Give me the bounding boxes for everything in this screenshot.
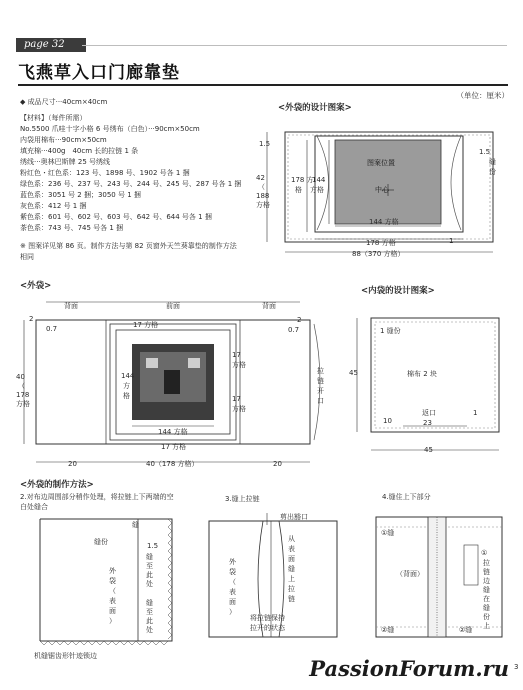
dim-label: 144 方格: [158, 428, 188, 436]
center-label: 中心: [375, 186, 389, 194]
finished-size: ◆ 成品尺寸···40cm×40cm: [20, 98, 108, 106]
dim-label: 23: [423, 419, 432, 427]
dim-label: 144: [312, 176, 326, 184]
panel-label: 前面: [166, 302, 180, 310]
seam-label: ②缝: [381, 626, 395, 634]
step-2-title: 2.对布边周围部分稍作处理，将拉链上下两端的空: [20, 493, 174, 501]
dim-label: 格: [295, 186, 302, 194]
seam-label: 缝: [489, 158, 496, 166]
zip-note: 链: [483, 568, 490, 576]
dim-label: 45: [424, 446, 433, 454]
header-divider: [82, 45, 507, 46]
zip-note: 份: [483, 613, 490, 621]
dim-label: （: [18, 382, 25, 390]
zipper-opening-label: 拉: [317, 367, 324, 375]
dim-label: 1.5: [479, 148, 491, 156]
dim-label: 2: [297, 316, 302, 324]
sew-zip-label: 从: [288, 535, 295, 543]
dim-label: 17: [232, 395, 241, 403]
dim-label: 方格: [256, 201, 270, 209]
dim-label: 1: [449, 237, 454, 245]
cut-opening-label: 剪出豁口: [280, 513, 308, 521]
outer-bag-label: 袋: [229, 568, 236, 576]
zipper-opening-label: 口: [317, 397, 324, 405]
material-line: 粉红色・红色系：123 号、1898 号、1902 号各 1 捆: [20, 169, 190, 177]
outer-bag-label: 表: [229, 588, 236, 596]
inner-design-heading: <内袋的设计图案>: [361, 286, 435, 296]
outer-bag-label: 面: [229, 598, 236, 606]
sew-zip-label: 拉: [288, 585, 295, 593]
zipper-opening-label: 链: [317, 377, 324, 385]
outer-bag-heading: <外袋>: [20, 281, 52, 291]
dim-label: 格: [123, 392, 130, 400]
seam-label: ①缝: [381, 529, 395, 537]
embroidery-door: [164, 370, 180, 394]
zip-note: 拉: [483, 559, 490, 567]
sew-to-label: 此: [146, 571, 153, 579]
material-line: 内袋用棉布···90cm×50cm: [20, 136, 107, 144]
outer-bag-label: 外: [109, 567, 116, 575]
sew-to-label: 此: [146, 617, 153, 625]
dim-label: 45: [349, 369, 358, 377]
page-title: 飞燕草入口门廊靠垫: [18, 63, 180, 83]
outer-bag-label: （: [229, 578, 236, 586]
pattern-position-label: 图案位置: [367, 159, 395, 167]
zip-note: 边: [483, 577, 490, 585]
sew-zip-label: 缝: [288, 565, 295, 573]
dim-label: 40（178 方格）: [146, 460, 199, 468]
outer-bag-label: 外: [229, 558, 236, 566]
materials-heading: 【材料】（每件所需）: [20, 114, 87, 122]
sew-to-label: 处: [146, 580, 153, 588]
zip-note: ①: [481, 549, 488, 557]
note-line: 相同: [20, 253, 34, 261]
sew-to-label: 缝: [146, 599, 153, 607]
dim-label: 2: [29, 315, 34, 323]
note-line: ※ 图案详见第 86 页。制作方法与第 82 页窗外天竺葵靠垫的制作方法: [20, 242, 237, 250]
seam-label: 缝份: [94, 538, 108, 546]
embroidery-window: [146, 358, 158, 368]
dim-label: 144: [121, 372, 135, 380]
material-line: 紫色系：601 号、602 号、603 号、642 号、644 号各 1 捆: [20, 213, 212, 221]
sew-zip-label: 表: [288, 545, 295, 553]
unit-note: （单位：厘米）: [456, 91, 509, 100]
outer-bag-label: （: [109, 587, 116, 595]
sew-zip-label: 链: [288, 595, 295, 603]
step-4-title: 4.缝住上下部分: [382, 493, 431, 501]
opening-label: 返口: [422, 409, 436, 417]
back-label: （背面）: [396, 570, 424, 578]
outer-bag-label: ）: [109, 617, 116, 625]
zigzag-stitch: [168, 519, 172, 639]
step-3-caption: 将拉链保持: [250, 614, 285, 622]
dim-label: 0.7: [288, 326, 300, 334]
outer-bag-label: 表: [109, 597, 116, 605]
panel-label: 背面: [64, 302, 78, 310]
step-2-title: 白处缝合: [20, 503, 48, 511]
dim-label: 40: [16, 373, 25, 381]
outer-design-heading: <外袋的设计图案>: [278, 103, 352, 113]
dim-label: 0.7: [46, 325, 58, 333]
dim-label: 20: [68, 460, 77, 468]
dim-label: 188: [256, 192, 270, 200]
material-line: 蓝色系：3051 号 2 捆；3050 号 1 捆: [20, 191, 141, 199]
material-line: 绿色系：236 号、237 号、243 号、244 号、245 号、287 号各 1 捆: [20, 180, 242, 188]
zigzag-stitch-bottom: [40, 641, 168, 645]
dim-label: 方: [123, 382, 130, 390]
step-3-title: 3.缝上拉链: [225, 495, 260, 503]
dim-label: 方格: [16, 400, 30, 408]
seam-label: 份: [489, 168, 496, 176]
page-number: 3: [514, 663, 519, 671]
dim-label: 17 方格: [133, 321, 159, 329]
zip-note: 在: [483, 595, 490, 603]
dim-label: （: [258, 183, 265, 191]
dim-label: 17 方格: [161, 443, 187, 451]
dim-label: 方格: [232, 361, 246, 369]
step-2-caption: 机缝锯齿形针迹锁边: [34, 652, 97, 660]
dim-label: 10: [383, 417, 392, 425]
outer-bag-label: 面: [109, 607, 116, 615]
embroidery-window: [188, 358, 200, 368]
dim-label: 178 方: [291, 176, 314, 184]
zipper-opening-label: 开: [317, 387, 324, 395]
dim-label: 42: [256, 174, 265, 182]
zip-note: 上: [483, 622, 490, 630]
zip-note: 缝: [483, 586, 490, 594]
material-line: 茶色系：743 号、745 号各 1 捆: [20, 224, 124, 232]
sew-to-label: 至: [146, 608, 153, 616]
step-3-caption: 拉开的状态: [250, 624, 285, 632]
seam-label: ②缝: [459, 626, 473, 634]
sew-to-label: 至: [146, 562, 153, 570]
zip-note: 缝: [483, 604, 490, 612]
sew-zip-label: 上: [288, 575, 295, 583]
sew-to-label: 处: [146, 626, 153, 634]
dim-label: 1.5: [147, 542, 159, 550]
dim-label: 17: [232, 351, 241, 359]
inner-design-diagram: [345, 300, 515, 460]
seam-label: 1 缝份: [380, 327, 401, 335]
dim-label: 方格: [232, 405, 246, 413]
material-line: 填充棉···400g 40cm 长的拉链 1 条: [20, 147, 139, 155]
outer-bag-label: ）: [229, 608, 236, 616]
sew-zip-label: 面: [288, 555, 295, 563]
title-divider: [18, 84, 508, 86]
zipper-detail: [464, 545, 478, 585]
watermark: PassionForum.ru: [309, 656, 509, 681]
fabric-label: 棉布 2 块: [407, 370, 437, 378]
fold-curve-right: [451, 136, 461, 230]
dim-label: 144 方格: [369, 218, 399, 226]
material-line: No.5500 爪哇十字小格 6 号绣布（白色）···90cm×50cm: [20, 125, 200, 133]
dim-label: 1.5: [259, 140, 271, 148]
panel-label: 背面: [262, 302, 276, 310]
pattern-area: [335, 140, 441, 224]
dim-label: 1: [473, 409, 478, 417]
material-line: 绣线···奥林巴斯牌 25 号绣线: [20, 158, 111, 166]
dim-label: 178 方格: [366, 239, 396, 247]
outer-bag-label: 袋: [109, 577, 116, 585]
sew-to-label: 缝: [146, 553, 153, 561]
method-heading: <外袋的制作方法>: [20, 480, 94, 490]
page-number-tag: page 32: [16, 38, 86, 52]
dim-label: 20: [273, 460, 282, 468]
dim-label: 方格: [310, 186, 324, 194]
seam-label: 缝: [132, 521, 139, 529]
dim-label: 178: [16, 391, 30, 399]
material-line: 灰色系：412 号 1 捆: [20, 202, 87, 210]
dim-label: 88（370 方格）: [352, 250, 405, 258]
